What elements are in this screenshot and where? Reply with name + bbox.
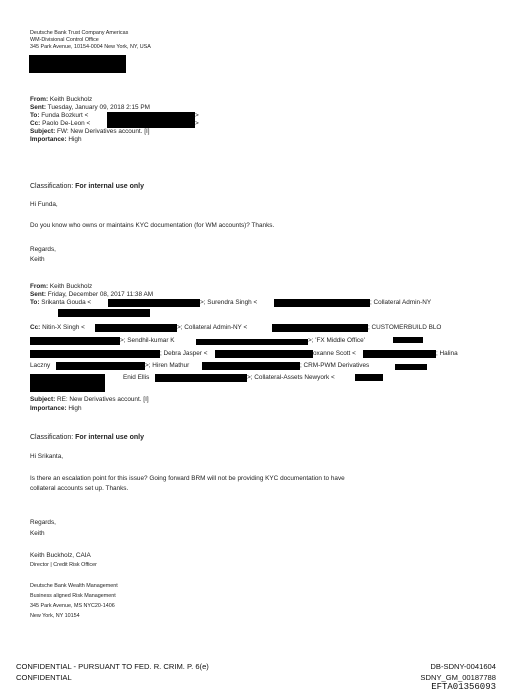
redaction-box bbox=[108, 299, 200, 307]
to-value: Funda Bozkurt < bbox=[41, 112, 89, 119]
letterhead-line1: Deutsche Bank Trust Company Americas bbox=[30, 30, 129, 36]
redaction-box bbox=[107, 120, 195, 128]
footer-bates-2: SDNY_GM_00187788 bbox=[420, 673, 496, 682]
importance-label: Importance: bbox=[30, 405, 67, 412]
redaction-box bbox=[30, 350, 160, 358]
email1-regards: Regards, bbox=[30, 246, 56, 253]
redaction-box bbox=[355, 374, 383, 381]
to-text-2: >; Surendra Singh < bbox=[200, 299, 258, 306]
from-label: From: bbox=[30, 96, 49, 103]
footer-confidential-line1: CONFIDENTIAL - PURSUANT TO FED. R. CRIM. P. 6(e) bbox=[16, 662, 209, 671]
email2-signoff: Keith bbox=[30, 530, 45, 537]
email2-from-line bbox=[30, 283, 92, 291]
redaction-box bbox=[107, 112, 195, 120]
signature-org1: Deutsche Bank Wealth Management bbox=[30, 583, 118, 589]
footer-efta-id: EFTA01356093 bbox=[431, 682, 496, 692]
from-value: Keith Buckholz bbox=[49, 96, 93, 103]
importance-value: High bbox=[68, 405, 82, 412]
cc-text-3: ; CUSTOMERBUILD BLO bbox=[368, 324, 442, 331]
subject-value: RE: New Derivatives account. [I] bbox=[57, 396, 149, 403]
classification-value: For internal use only bbox=[75, 183, 144, 190]
to-label: To: bbox=[30, 299, 40, 306]
letterhead-line3: 345 Park Avenue, 10154-0004 New York, NY, USA bbox=[30, 44, 151, 50]
sent-value: Friday, December 08, 2017 11:38 AM bbox=[47, 291, 154, 298]
classification-label: Classification: bbox=[30, 183, 74, 190]
cc-text-9: Laczny bbox=[30, 362, 51, 369]
redaction-box bbox=[395, 364, 427, 370]
email1-greeting: Hi Funda, bbox=[30, 201, 58, 208]
email1-cc-line bbox=[30, 120, 90, 128]
redaction-box bbox=[196, 339, 308, 345]
cc-text-5: >; 'FX Middle Office' bbox=[308, 337, 365, 344]
signature-name: Keith Buckholz, CAIA bbox=[30, 552, 91, 559]
email1-sent-line bbox=[30, 104, 150, 112]
email1-to-line bbox=[30, 112, 88, 120]
email1-subject-line bbox=[30, 128, 150, 136]
email2-regards: Regards, bbox=[30, 519, 56, 526]
subject-value: FW: New Derivatives account. [I] bbox=[57, 128, 150, 135]
sent-label: Sent: bbox=[30, 104, 46, 111]
cc-text-4: >; Sendhil-kumar K bbox=[120, 337, 175, 344]
classification-label: Classification: bbox=[30, 434, 74, 441]
email1-classification bbox=[30, 183, 144, 190]
email1-importance-line bbox=[30, 136, 82, 144]
importance-value: High bbox=[68, 136, 82, 143]
redaction-box bbox=[393, 337, 423, 343]
redaction-box bbox=[155, 374, 247, 382]
cc-value: Nitin-X Singh < bbox=[42, 324, 85, 331]
cc-label: Cc: bbox=[30, 324, 41, 331]
classification-value: For internal use only bbox=[75, 434, 144, 441]
to-value: Srikanta Gouda < bbox=[41, 299, 92, 306]
redaction-box bbox=[215, 350, 313, 358]
cc-text-10: >; Hiren Mathur bbox=[145, 362, 190, 369]
cc-text-6: ; Debra Jasper < bbox=[160, 350, 208, 357]
to-text-3: ; Collateral Admin-NY bbox=[370, 299, 432, 306]
redaction-box bbox=[29, 55, 126, 73]
signature-org2: Business aligned Risk Management bbox=[30, 593, 116, 599]
footer-bates-1: DB-SDNY-0041604 bbox=[430, 662, 496, 671]
from-label: From: bbox=[30, 283, 49, 290]
redaction-box bbox=[363, 350, 436, 358]
letterhead-line2: WM-Divisional Control Office bbox=[30, 37, 99, 43]
subject-label: Subject: bbox=[30, 396, 56, 403]
cc-text-2: >; Collateral Admin-NY < bbox=[177, 324, 248, 331]
cc-text-8: ; Halina bbox=[436, 350, 458, 357]
email2-body-line1: Is there an escalation point for this issue? Going forward BRM will not be providing KYC documentation to have bbox=[30, 475, 345, 482]
email2-cc-line bbox=[30, 324, 85, 332]
email1-signoff: Keith bbox=[30, 256, 45, 263]
email2-subject-line bbox=[30, 396, 149, 404]
cc-text-13: >; Collateral-Assets Newyork < bbox=[247, 374, 335, 381]
sent-value: Tuesday, January 09, 2018 2:15 PM bbox=[47, 104, 150, 111]
from-value: Keith Buckholz bbox=[49, 283, 93, 290]
email2-body-line2: collateral accounts set up. Thanks. bbox=[30, 485, 129, 492]
cc-text-7: oxanne Scott < bbox=[313, 350, 356, 357]
redaction-box bbox=[95, 324, 177, 332]
redaction-box bbox=[274, 299, 370, 307]
cc-text-11: ; CRM-PWM Derivatives bbox=[300, 362, 370, 369]
to-close: > bbox=[195, 112, 199, 119]
redaction-box bbox=[30, 337, 120, 345]
redaction-box bbox=[202, 362, 300, 370]
cc-close: > bbox=[195, 120, 199, 127]
cc-text-12: Enid Ellis bbox=[123, 374, 150, 381]
email2-importance-line bbox=[30, 405, 82, 413]
cc-label: Cc: bbox=[30, 120, 41, 127]
email1-body: Do you know who owns or maintains KYC documentation (for WM accounts)? Thanks. bbox=[30, 222, 275, 229]
to-label: To: bbox=[30, 112, 40, 119]
email1-from-line bbox=[30, 96, 92, 104]
redaction-box bbox=[58, 309, 150, 317]
signature-title: Director | Credit Risk Officer bbox=[30, 562, 97, 568]
sent-label: Sent: bbox=[30, 291, 46, 298]
footer-confidential-line2: CONFIDENTIAL bbox=[16, 673, 72, 682]
email2-sent-line bbox=[30, 291, 153, 299]
email2-to-line bbox=[30, 299, 91, 307]
subject-label: Subject: bbox=[30, 128, 56, 135]
signature-address1: 345 Park Avenue, MS NYC20-1406 bbox=[30, 603, 115, 609]
email2-classification bbox=[30, 434, 144, 441]
redaction-box bbox=[56, 362, 145, 370]
importance-label: Importance: bbox=[30, 136, 67, 143]
cc-value: Paolo De-Leon < bbox=[42, 120, 91, 127]
signature-address2: New York, NY 10154 bbox=[30, 613, 80, 619]
redaction-box bbox=[30, 374, 105, 392]
redaction-box bbox=[272, 324, 368, 332]
email2-greeting: Hi Srikanta, bbox=[30, 453, 64, 460]
